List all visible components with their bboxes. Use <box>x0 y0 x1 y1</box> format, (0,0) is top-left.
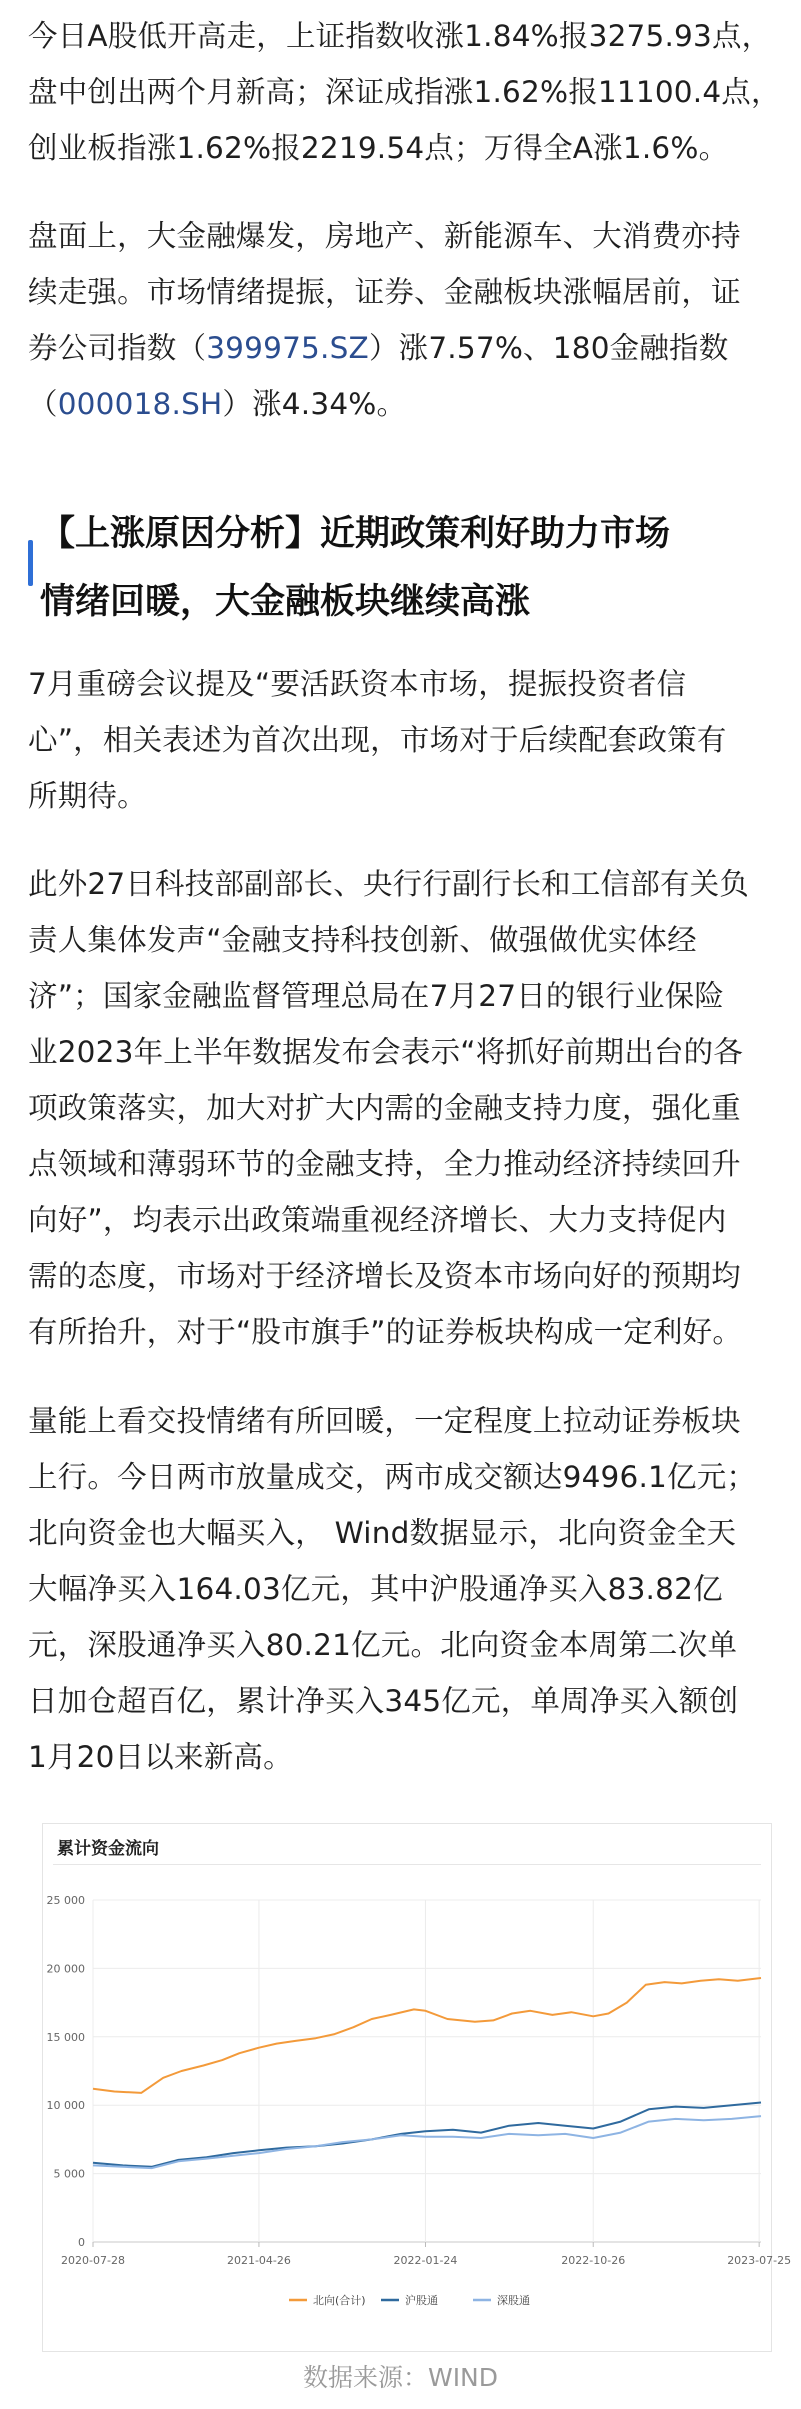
y-tick-label: 20 000 <box>46 1962 85 1976</box>
y-tick-label: 10 000 <box>46 2099 85 2113</box>
text-line: 创业板指涨1.62%报2219.54点；万得全A涨1.6%。 <box>28 131 729 165</box>
x-tick-label: 2021-04-26 <box>226 2254 291 2267</box>
text-line: 需的态度，市场对于经济增长及资本市场向好的预期均 <box>28 1259 741 1293</box>
heading-line: 情绪回暖，大金融板块继续高涨 <box>40 582 531 622</box>
text-line: 所期待。 <box>28 779 147 813</box>
series-line-north <box>93 1978 761 2093</box>
y-tick-label: 0 <box>78 2236 85 2249</box>
text-line <box>28 320 776 376</box>
chart-title: 累计资金流向 <box>57 1839 159 1859</box>
text-segment: ）涨7.57%、180金融指数 <box>368 331 729 365</box>
paragraph-trading-volume <box>28 1393 776 1785</box>
y-tick-label: 15 000 <box>46 2030 85 2044</box>
legend-label: 北向(合计) <box>313 2294 366 2307</box>
section-heading <box>40 500 780 636</box>
paragraph-policy-meeting <box>28 656 776 824</box>
text-line: 业2023年上半年数据发布会表示“将抓好前期出台的各 <box>28 1035 744 1069</box>
text-line: 量能上看交投情绪有所回暖，一定程度上拉动证券板块 <box>28 1404 741 1438</box>
paragraph-financial-support <box>28 856 776 1360</box>
text-line: 向好”，均表示出政策端重视经济增长、大力支持促内 <box>28 1203 727 1237</box>
chart-card <box>42 1823 792 2352</box>
text-line: 项政策落实，加大对扩大内需的金融支持力度，强化重 <box>28 1091 741 1125</box>
legend-label: 沪股通 <box>405 2294 438 2307</box>
x-tick-label: 2020-07-28 <box>61 2254 125 2267</box>
source-note: 数据来源：WIND <box>302 2363 499 2392</box>
stock-code-link-399975[interactable]: 399975.SZ <box>206 331 369 365</box>
series-line-sz <box>93 2116 761 2168</box>
heading-accent-bar <box>28 540 33 586</box>
text-line: 1月20日以来新高。 <box>28 1740 293 1774</box>
text-line <box>28 376 776 432</box>
text-line: 续走强。市场情绪提振，证券、金融板块涨幅居前，证 <box>28 275 741 309</box>
text-line: 元，深股通净买入80.21亿元。北向资金本周第二次单 <box>28 1628 738 1662</box>
text-segment: （ <box>28 387 58 421</box>
text-line: 有所抬升，对于“股市旗手”的证券板块构成一定利好。 <box>28 1315 743 1349</box>
text-line: 此外27日科技部副部长、央行行副行长和工信部有关负 <box>28 867 750 901</box>
text-line: 7月重磅会议提及“要活跃资本市场，提振投资者信 <box>28 667 687 701</box>
text-line: 大幅净买入164.03亿元，其中沪股通净买入83.82亿 <box>28 1572 723 1606</box>
text-line: 心”，相关表述为首次出现，市场对于后续配套政策有 <box>28 723 727 757</box>
text-segment: ）涨4.34%。 <box>222 387 407 421</box>
text-line: 济”；国家金融监督管理总局在7月27日的银行业保险 <box>28 979 725 1013</box>
series-line-sh <box>93 2103 761 2167</box>
paragraph-sector-performance <box>28 208 776 432</box>
legend-label: 深股通 <box>497 2294 530 2307</box>
text-line: 上行。今日两市放量成交，两市成交额达9496.1亿元； <box>28 1460 757 1494</box>
cumulative-flow-line-chart <box>43 1824 792 2351</box>
heading-line: 【上涨原因分析】近期政策利好助力市场 <box>40 514 671 554</box>
text-line: 今日A股低开高走，上证指数收涨1.84%报3275.93点， <box>28 19 772 53</box>
text-line: 点领域和薄弱环节的金融支持，全力推动经济持续回升 <box>28 1147 741 1181</box>
text-line: 盘中创出两个月新高；深证成指涨1.62%报11100.4点， <box>28 75 781 109</box>
text-line: 责人集体发声“金融支持科技创新、做强做优实体经 <box>28 923 697 957</box>
text-line: 盘面上，大金融爆发，房地产、新能源车、大消费亦持 <box>28 219 741 253</box>
x-tick-label: 2022-01-24 <box>393 2254 458 2267</box>
y-tick-label: 25 000 <box>46 1894 85 1907</box>
text-segment: 券公司指数（ <box>28 331 207 365</box>
x-tick-label: 2023-07-25 <box>727 2254 792 2267</box>
text-line: 日加仓超百亿，累计净买入345亿元，单周净买入额创 <box>28 1684 739 1718</box>
stock-code-link-000018[interactable]: 000018.SH <box>57 387 223 421</box>
y-tick-label: 5 000 <box>53 2167 85 2181</box>
paragraph-market-summary <box>28 8 781 176</box>
text-line: 北向资金也大幅买入， Wind数据显示，北向资金全天 <box>28 1516 737 1550</box>
x-tick-label: 2022-10-26 <box>561 2254 626 2267</box>
